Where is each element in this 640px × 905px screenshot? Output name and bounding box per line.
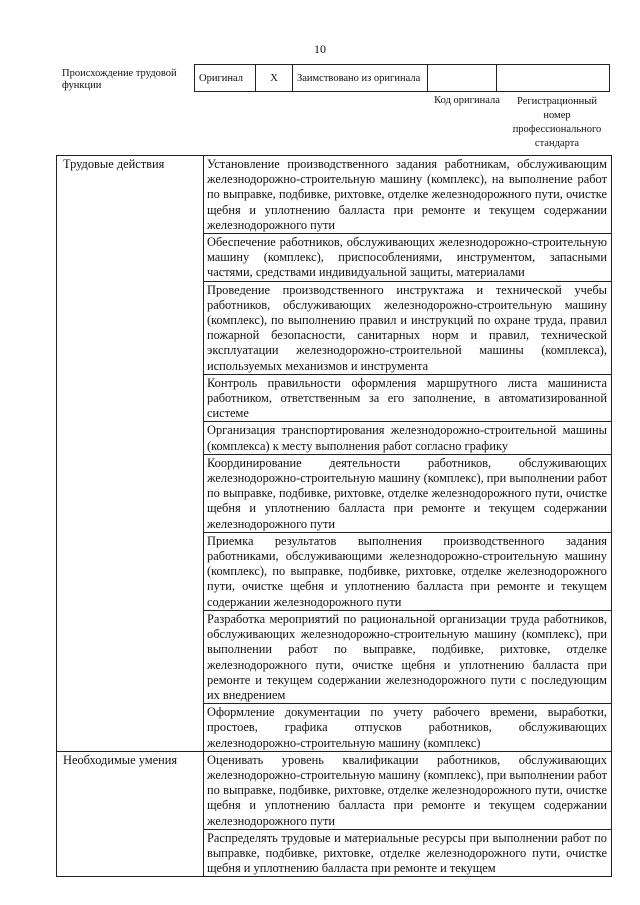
section-item: Оценивать уровень квалификации работников, обслуживающих железнодорожно-строительную машину (комплекс), при выполнении работ по выправке, подбивке, рихтовке, отделке железнодорожного пути, очистке щебня и уплотнению балласта при ремонте и текущем содержании железнодорожного пути [204,751,612,829]
section-item: Установление производственного задания работникам, обслуживающим железнодорожно-строительную машину (комплекс), на выполнение работ по выправке, подбивке, рихтовке, отделке железнодорожного пути, очистке щебня и уплотнению балласта при ремонте и текущем содержании железнодорожного пути [204,156,612,234]
page-number: 10 [314,42,326,56]
section-item: Контроль правильности оформления маршрутного листа машиниста работником, ответственным за его заполнение, в автоматизированной системе [204,374,612,422]
reg-label: Регистрационный номер профессионального стандарта [512,96,602,149]
functions-table [56,155,612,877]
section-item: Разработка мероприятий по рациональной организации труда работников, обслуживающих железнодорожно-строительную машину (комплекс), при выполнении работ по выправке, подбивке, рихтовке, отделке железнодорожного пути, очистке щебня и уплотнению балласта при ремонте и текущем содержании железнодорожного пути с последующим их внедрением [204,610,612,703]
section-title: Необходимые умения [57,751,204,877]
section-item: Проведение производственного инструктажа и технической учебы работников, обслуживающих железнодорожно-строительную машину (комплекс), по выполнению правил и инструкций по охране труда, правил пожарной безопасности, санитарных норм и правил, технической эксплуатации железнодорожно-строительной машины (комплекса), используемых механизмов и инструмента [204,281,612,374]
table-row [57,156,612,234]
section-title: Трудовые действия [57,156,204,752]
section-item: Организация транспортирования железнодорожно-строительной машины (комплекса) к месту выполнения работ согласно графику [204,422,612,454]
table-row [57,751,612,829]
section-item: Оформление документации по учету рабочего времени, выработки, простоев, графика отпусков работников, обслуживающих железнодорожно-строительную машину (комплекс) [204,704,612,752]
section-item: Приемка результатов выполнения производственного задания работниками, обслуживающими железнодорожно-строительную машину (комплекс), по выправке, подбивке, рихтовке, отделке железнодорожного пути, очистке щебня и уплотнению балласта при ремонте и текущем содержании железнодорожного пути [204,532,612,610]
borrowed-label: Заимствовано из оригинала [293,65,428,92]
code-label: Код оригинала [434,95,500,106]
original-label: Оригинал [195,65,256,92]
reg-number-cell [497,65,610,92]
origin-label: Происхождение трудовой функции [62,68,177,91]
origin-table [194,64,610,92]
section-item: Распределять трудовые и материальные ресурсы при выполнении работ по выправке, подбивке, рихтовке, отделке железнодорожного пути, очистке щебня и уплотнению балласта при ремонте и текущем [204,829,612,877]
code-cell [428,65,497,92]
section-item: Обеспечение работников, обслуживающих железнодорожно-строительную машину (комплекс), приспособлениями, инструментом, запасными частями, средствами индивидуальной защиты, материалами [204,234,612,282]
original-mark: X [256,65,293,92]
section-item: Координирование деятельности работников, обслуживающих железнодорожно-строительную машину (комплекс), при выполнении работ по выправке, подбивке, рихтовке, отделке железнодорожного пути, очистке щебня и уплотнению балласта при ремонте и текущем содержании железнодорожного пути [204,454,612,532]
